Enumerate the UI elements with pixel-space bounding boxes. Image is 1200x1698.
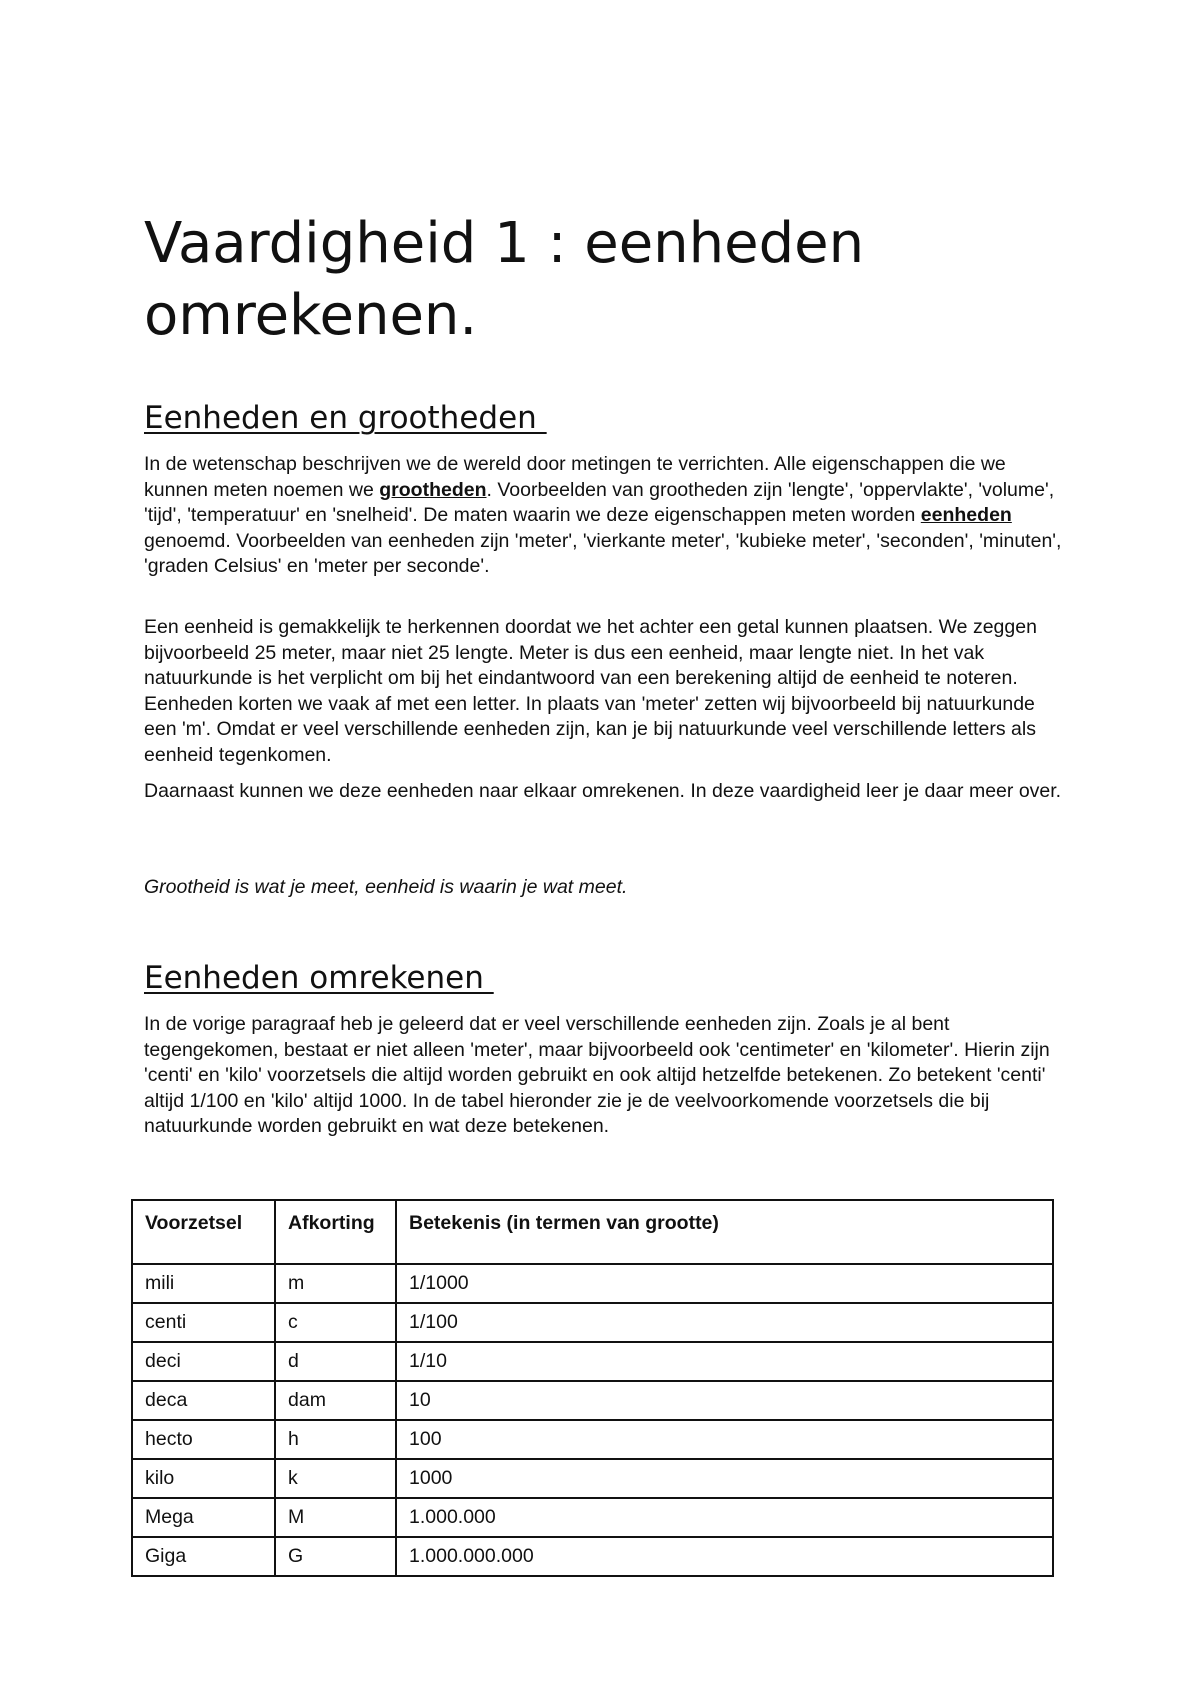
table-row <box>132 1303 1053 1342</box>
cell-meaning: 1/10 <box>396 1342 1053 1381</box>
paragraph-voorzetsels: In de vorige paragraaf heb je geleerd dat er veel verschillende eenheden zijn. Zoals je al bent tegengekomen, bestaat er niet alleen 'meter', maar bijvoorbeeld ook 'centimeter' en 'kilometer'. Hierin zijn 'centi' en 'kilo' voorzetsels die altijd worden gebruikt en ook altijd hetzelfde betekenen. Zo betekent 'centi' altijd 1/100 en 'kilo' altijd 1000. In de tabel hieronder zie je de veelvoorkomende voorzetsels die bij natuurkunde worden gebruikt en wat deze betekenen. <box>144 1013 1050 1138</box>
table-row <box>132 1264 1053 1303</box>
table-row <box>132 1498 1053 1537</box>
header-afkorting: Afkorting <box>275 1200 396 1264</box>
table-row <box>132 1420 1053 1459</box>
paragraph-omrekenen-intro: Daarnaast kunnen we deze eenheden naar elkaar omrekenen. In deze vaardigheid leer je daar meer over. <box>144 780 1062 802</box>
cell-prefix: kilo <box>132 1459 275 1498</box>
prefix-table <box>131 1199 1054 1577</box>
cell-meaning: 1000 <box>396 1459 1053 1498</box>
table-row <box>132 1459 1053 1498</box>
cell-meaning: 100 <box>396 1420 1053 1459</box>
cell-prefix: mili <box>132 1264 275 1303</box>
italic-summary-note: Grootheid is wat je meet, eenheid is waarin je wat meet. <box>144 876 628 898</box>
cell-meaning: 1.000.000 <box>396 1498 1053 1537</box>
paragraph-grootheden-intro <box>144 452 1064 580</box>
table-row <box>132 1381 1053 1420</box>
cell-abbreviation: d <box>275 1342 396 1381</box>
header-voorzetsel: Voorzetsel <box>132 1200 275 1264</box>
cell-prefix: deca <box>132 1381 275 1420</box>
cell-abbreviation: m <box>275 1264 396 1303</box>
section-heading-eenheden-en-grootheden: Eenheden en grootheden <box>144 400 547 436</box>
paragraph-text: . Voorbeelden van grootheden zijn 'lengte', 'oppervlakte', 'volume', 'tijd', 'temperatuur' en 'snelheid'. De maten waarin we deze eigenschappen meten worden <box>144 478 1055 527</box>
cell-abbreviation: c <box>275 1303 396 1342</box>
cell-meaning: 10 <box>396 1381 1053 1420</box>
cell-abbreviation: k <box>275 1459 396 1498</box>
cell-abbreviation: dam <box>275 1381 396 1420</box>
term-eenheden: eenheden <box>920 504 1012 527</box>
cell-prefix: Mega <box>132 1498 275 1537</box>
cell-abbreviation: h <box>275 1420 396 1459</box>
table-row <box>132 1342 1053 1381</box>
header-betekenis: Betekenis (in termen van grootte) <box>396 1200 1053 1264</box>
paragraph-text: genoemd. Voorbeelden van eenheden zijn 'meter', 'vierkante meter', 'kubieke meter', 'seconden', 'minuten', 'graden Celsius' en 'meter per seconde'. <box>144 529 1062 578</box>
table-row <box>132 1537 1053 1576</box>
cell-meaning: 1.000.000.000 <box>396 1537 1053 1576</box>
cell-prefix: deci <box>132 1342 275 1381</box>
cell-prefix: Giga <box>132 1537 275 1576</box>
cell-meaning: 1/100 <box>396 1303 1053 1342</box>
cell-prefix: centi <box>132 1303 275 1342</box>
cell-abbreviation: G <box>275 1537 396 1576</box>
cell-prefix: hecto <box>132 1420 275 1459</box>
table-header-row <box>132 1200 1053 1264</box>
term-grootheden: grootheden <box>379 478 487 501</box>
document-title: Vaardigheid 1 : eenheden omrekenen. <box>144 211 865 348</box>
section-heading-eenheden-omrekenen: Eenheden omrekenen <box>144 960 494 996</box>
cell-meaning: 1/1000 <box>396 1264 1053 1303</box>
paragraph-eenheid-herkennen: Een eenheid is gemakkelijk te herkennen doordat we het achter een getal kunnen plaatsen. We zeggen bijvoorbeeld 25 meter, maar niet 25 lengte. Meter is dus een eenheid, maar lengte niet. In het vak natuurkunde is het verplicht om bij het eindantwoord van een berekening altijd de eenheid te noteren. Eenheden korten we vaak af met een letter. In plaats van 'meter' zetten wij bijvoorbeeld bij natuurkunde een 'm'. Omdat er veel verschillende eenheden zijn, kan je bij natuurkunde veel verschillende letters als eenheid tegenkomen. <box>144 616 1037 766</box>
cell-abbreviation: M <box>275 1498 396 1537</box>
paragraph-text: In de wetenschap beschrijven we de wereld door metingen te verrichten. Alle eigenschappen die we kunnen meten noemen we <box>144 453 1006 501</box>
